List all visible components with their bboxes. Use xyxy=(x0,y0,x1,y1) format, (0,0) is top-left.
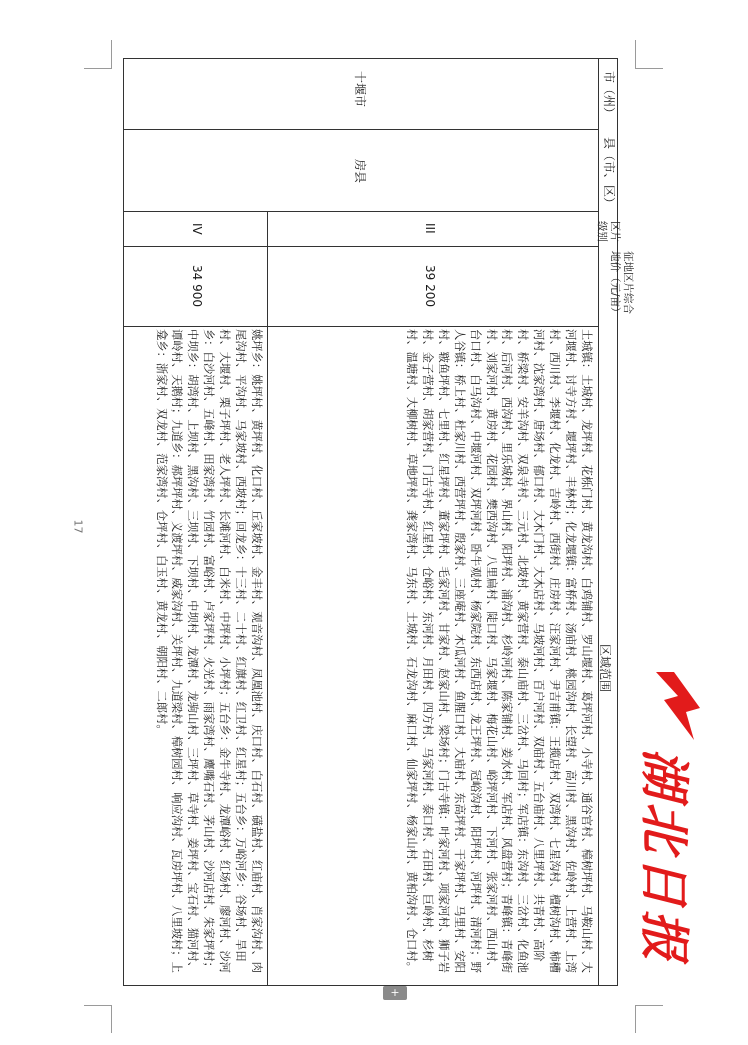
header-row-line xyxy=(124,211,598,212)
city-name: 十堰市 xyxy=(353,71,367,108)
hubei-daily-logo-icon xyxy=(646,666,706,746)
county-name: 房县 xyxy=(353,159,367,184)
row-scope: 土城镇：土城村、龙坪村、花栎门村、黄龙沟村、白鸡铺村、罗山堰村、葛坪河村、小寺村、通谷官村、樟树坪村、马鞍山村、大河堰村、讨寺方村、堰坪村、丰林村；化龙堰镇：富桥村、汤庙村、桃园沟村、长望村、高川村、黑沟村、佐岭村、上营村、上湾村、西川村、李堰村、化龙村、吉岭村、西街村、庄房村、汪家河村、尹吉甫镇：王揽店村、双湾村、七星沟村、檀树沟村、柿槽河村、沈家湾村、唐场村、郁口村、大木门村、大木店村、马坡河村、百户河村、双庙村、五台庙村、八里坪村、共青村、高阶村、桥梁村、安羊沟村、双泉寺村、三元村、北坡村、黄家营村、泰山庙村、三岔村、马回村；军店镇：东沟村、三岔村、化鱼池村、后河村、西沟村、里乐城村、界山村、阳坪村、浦沟村、杉岭河村、陈家铺村、姜水村、军店村、风盘营村；青峰镇：青峰街村、刘家河村、黄房村、花园村、樊西沟村、八里扁村、陡口村、马家堰村、梅花山村、峪坪河村、下河村、张家河村、西山村、台口村、白马沟村、中堰河村、双坪河村、卧牛观村、杨家院村、东西店村、龙王坪村、冠峪沟村、阳坪村、河坪村、清河村；野人谷镇：桥上村、杜家川村、西营坪村、殷家村、三座庵村、木瓜河村、鱼腥口村、大庙村、东高坪村、干家坪村、马里村、安阳村、皲鱼坪村、七里村、红星坪村、董家坪村、毛家河村、甘家村、赵家山村、梁场村；门古寺镇：叶家河村、项家河村、狮子岩村、金子营村、胡家营村、门古寺村、红星村、仓峪村、东河村、月田村、四方村、马家河村、泰口村、石田村、巨岭村、杉树村、温塘村、大柳树村、草地坪村、龚家湾村、马东村、土城村、石龙沟村、麻口村、仙家坪村、杨家山村、黄柏沟村、仓口村。 xyxy=(405,329,593,973)
crop-mark xyxy=(635,1005,636,1033)
crop-mark xyxy=(635,1005,663,1006)
row-level: IV xyxy=(190,223,204,235)
row-price: 34 900 xyxy=(190,265,204,307)
row-price: 39 200 xyxy=(423,265,437,307)
row-divider xyxy=(267,211,268,985)
watermark-label: 湖北日报 xyxy=(635,748,694,964)
header-row-line xyxy=(124,246,598,247)
header-zone-class: 区片级别 xyxy=(596,221,621,242)
crop-mark xyxy=(635,40,636,68)
crop-mark xyxy=(111,1005,112,1033)
header-county: 县（市、区） xyxy=(602,137,616,210)
header-scope: 区域范围 xyxy=(598,644,612,693)
row-scope: 姚坪乡：姚坪村、黄坪村、化口村、丘家坡村、金丰村、观音沟村、凤凰池村、庆口村、白石村、磺盐村、红庙村、肖家沟村、肉尾沟村、平沟村、马家坡村、西坡村；回龙乡：十三村、二十村、红旗村、红卫村、红星村；五台乡：万峪河乡：谷场村、旱田村、大堰村、栗子坪村、老人坪村、长滩河村、白米村、中坪村、小坪村；五台乡：金牛寺村、龙潭峪村、红场村、廖河村、沙河乡：白沙河村、五峰村、田家湾村、竹园村、富峪村、卢家坪村、火光村、雨家湾村、鹰嘴石村、茅山村、沙河店村、朱家坪村；中坝乡：胡湾村、上坝村、黑沟村、三坝村、下坝村、中坝村、龙潭村、龙驹山村、三坪村、草寺村、姜坪村、宝石村、猫河村、谭岭村、天鹅村；九道乡：郝坪坪村、义渡坪村、威家沟村、关坪村、九道梁村、樟树园村、响应沟村、瓦房坪村、八里坡村；上龛乡：浙家村、双龙村、范家湾村、仓坪村、白玉村、黄龙村、朝阳村、二郎村。 xyxy=(154,329,263,973)
header-row-line xyxy=(124,129,598,130)
land-price-table xyxy=(123,58,634,986)
header-city: 市（州） xyxy=(602,71,616,120)
header-price: 征地区片综合地价（元/亩） xyxy=(609,251,634,318)
crop-mark xyxy=(111,40,112,68)
row-level: III xyxy=(423,223,437,234)
crop-mark xyxy=(635,68,663,69)
page-number: 17 xyxy=(71,519,85,534)
footer-plus-marker: + xyxy=(383,986,407,1000)
header-row-line xyxy=(124,326,598,327)
crop-mark xyxy=(84,68,112,69)
header-divider xyxy=(598,59,599,985)
hubei-daily-watermark xyxy=(635,666,706,976)
crop-mark xyxy=(84,1005,112,1006)
